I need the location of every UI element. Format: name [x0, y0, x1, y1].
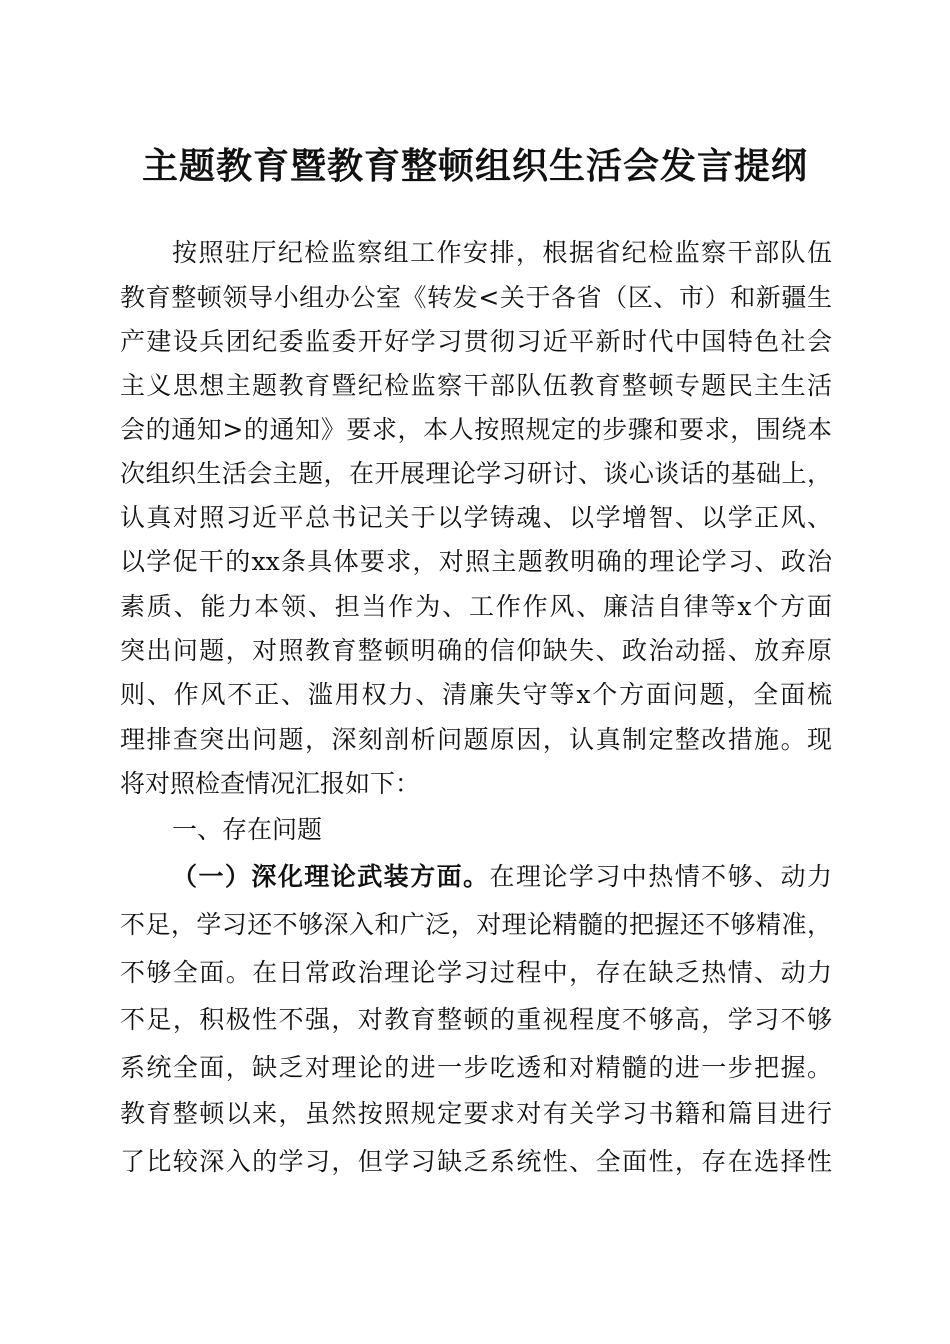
- section-heading: 一、存在问题: [172, 815, 323, 844]
- subsection-line: 教育整顿以来，虽然按照规定要求对有关学习书籍和篇目进行: [120, 1099, 832, 1128]
- subsection-text: 在理论学习中热情不够、动力: [489, 862, 832, 891]
- intro-line: 主义思想主题教育暨纪检监察干部队伍教育整顿专题民主生活: [120, 371, 832, 400]
- subsection-first-line: [172, 862, 832, 892]
- intro-line: 以学促干的xx条具体要求，对照主题教明确的理论学习、政治: [120, 547, 832, 576]
- intro-line: 素质、能力本领、担当作为、工作作风、廉洁自律等x个方面: [120, 592, 832, 621]
- intro-line: 理排查突出问题，深刻剖析问题原因，认真制定整改措施。现: [120, 725, 832, 754]
- subsection-line: 不足，学习还不够深入和广泛，对理论精髓的把握还不够精准，: [120, 910, 832, 939]
- intro-line: 次组织生活会主题，在开展理论学习研讨、谈心谈话的基础上，: [120, 459, 832, 488]
- subsection-line: 系统全面，缺乏对理论的进一步吃透和对精髓的进一步把握。: [120, 1053, 832, 1082]
- subsection-label: （一）深化理论武装方面。: [172, 862, 490, 891]
- intro-line: 产建设兵团纪委监委开好学习贯彻习近平新时代中国特色社会: [120, 327, 832, 356]
- intro-line: 会的通知>的通知》要求，本人按照规定的步骤和要求，围绕本: [120, 415, 832, 444]
- document-title: 主题教育暨教育整顿组织生活会发言提纲: [141, 145, 808, 187]
- intro-line: 认真对照习近平总书记关于以学铸魂、以学增智、以学正风、: [120, 503, 832, 532]
- subsection-line: 不够全面。在日常政治理论学习过程中，存在缺乏热情、动力: [120, 958, 832, 987]
- intro-line: 将对照检查情况汇报如下：: [120, 769, 421, 798]
- intro-line: 则、作风不正、滥用权力、清廉失守等x个方面问题，全面梳: [120, 680, 832, 709]
- subsection-line: 了比较深入的学习，但学习缺乏系统性、全面性，存在选择性: [120, 1147, 832, 1176]
- intro-line: 教育整顿领导小组办公室《转发<关于各省（区、市）和新疆生: [120, 283, 832, 312]
- intro-line: 突出问题，对照教育整顿明确的信仰缺失、政治动摇、放弃原: [120, 636, 832, 665]
- intro-line: 按照驻厅纪检监察组工作安排，根据省纪检监察干部队伍: [172, 238, 832, 267]
- subsection-line: 不足，积极性不强，对教育整顿的重视程度不够高，学习不够: [120, 1005, 832, 1034]
